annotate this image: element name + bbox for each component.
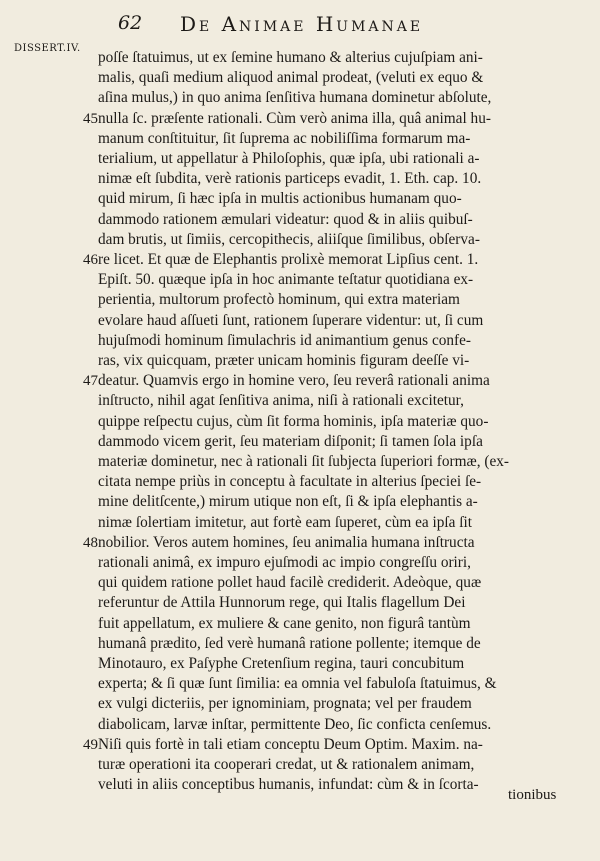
paragraph-number: 46 xyxy=(83,252,98,268)
text-line: poſſe ſtatuimus, ut ex ſemine humano & alterius cujuſpiam ani- xyxy=(98,49,483,66)
text-line: rationali animâ, ex impuro ejuſmodi ac impio congreſſu oriri, xyxy=(98,554,471,571)
text-line: inſtructo, nihil agat ſenſitiva anima, niſi à rationali excitetur, xyxy=(98,392,464,410)
text-line: mine delitſcente,) mirum utique non eſt, ſi & ipſa elephantis a- xyxy=(98,493,478,511)
text-line: terialium, ut appellatur à Philoſophis, quæ ipſa, ubi rationali a- xyxy=(98,150,480,167)
text-line: experta; & ſi quæ ſunt ſimilia: ea omnia vel fabuloſa ſtatuimus, & xyxy=(98,675,497,693)
page-header xyxy=(0,10,600,50)
text-line: nobilior. Veros autem homines, ſeu animalia humana inſtructa xyxy=(98,533,475,551)
text-line: evolare haud aſſueti ſunt, rationem ſuperare videntur: ut, ſi cum xyxy=(98,311,484,329)
text-line: Epiſt. 50. quæque ipſa in hoc animante teſtatur quotidiana ex- xyxy=(98,271,474,289)
text-line: manum conſtituitur, ſit ſuprema ac nobiliſſima formarum ma- xyxy=(98,129,471,147)
text-line: ras, vix quicquam, præter unicam hominis figuram deeſſe vi- xyxy=(98,352,470,369)
text-line: humanâ prædito, ſed verè humanâ ratione pollente; itemque de xyxy=(98,634,481,652)
text-line: veluti in aliis conceptibus humanis, infundat: cùm & in ſcorta- xyxy=(98,776,479,794)
paragraph-number: 47 xyxy=(83,373,98,390)
text-line: qui quidem ratione pollet haud facilè crediderit. Adeòque, quæ xyxy=(98,574,482,592)
text-line: fuit appellatum, ex muliere & cane genito, non figurâ tantùm xyxy=(98,614,471,632)
margin-note: DISSERT.IV. xyxy=(14,43,81,54)
text-line: turæ operationi ita cooperari credat, ut & rationalem animam, xyxy=(98,756,475,773)
text-line: dammodo vicem gerit, ſeu materiam diſponit; ſi tamen ſola ipſa xyxy=(98,432,483,450)
paragraph-number: 49 xyxy=(83,736,98,753)
text-line: nimæ ſolertiam imitetur, aut fortè eam ſuperet, cùm ea ipſa ſit xyxy=(98,513,473,531)
text-line: nimæ eſt ſubdita, verè rationis particeps evadit, 1. Eth. cap. 10. xyxy=(98,170,482,188)
catchword: tionibus xyxy=(508,787,557,803)
text-line: citata nempe priùs in conceptu à facultate in alterius ſpeciei ſe- xyxy=(98,473,482,491)
paragraph-number: 48 xyxy=(83,534,98,551)
text-line: quid mirum, ſi hæc ipſa in multis actionibus humanam quo- xyxy=(98,190,462,208)
paragraph-number: 45 xyxy=(83,110,98,127)
text-line: dam brutis, ut ſimiis, cercopithecis, aliiſque ſimilibus, obſerva- xyxy=(98,230,480,248)
text-line: Niſi quis fortè in tali etiam conceptu Deum Optim. Maxim. na- xyxy=(98,735,483,753)
page-number: 62 xyxy=(118,12,143,34)
text-line: perientia, multorum profectò hominum, qui extra materiam xyxy=(98,291,460,309)
text-line: referuntur de Attila Hunnorum rege, qui Italis flagellum Dei xyxy=(98,594,466,612)
text-line: re licet. Et quæ de Elephantis prolixè memorat Lipſius cent. 1. xyxy=(98,251,479,268)
text-line: hujuſmodi hominum ſimulachris id animantium genus confe- xyxy=(98,331,472,349)
running-title: De Animae Humanae xyxy=(180,12,424,36)
text-line: diabolicam, larvæ inſtar, permittente Deo, ſic conficta cenſemus. xyxy=(98,715,492,733)
text-line: deatur. Quamvis ergo in homine vero, ſeu reverâ rationali anima xyxy=(98,372,490,390)
text-line: materiæ dominetur, nec à rationali ſit ſubjecta ſuperiori formæ, (ex- xyxy=(98,453,509,470)
text-line: dammodo rationem æmulari videatur: quod & in aliis quibuſ- xyxy=(98,210,473,228)
text-line: Minotauro, ex Paſyphe Cretenſium regina, tauri concubitum xyxy=(98,655,465,672)
text-line: nulla ſc. præſente rationali. Cùm verò anima illa, quâ animal hu- xyxy=(98,109,491,127)
text-line: aſina mulus,) in quo anima ſenſitiva humana dominetur abſolute, xyxy=(98,89,492,107)
text-line: ex vulgi dicteriis, per ignominiam, prognata; vel per fraudem xyxy=(98,695,472,713)
text-line: malis, quaſi medium aliquod animal prodeat, (veluti ex equo & xyxy=(98,69,484,87)
text-line: quippe reſpectu cujus, cùm ſit forma hominis, ipſa materiæ quo- xyxy=(98,412,489,430)
